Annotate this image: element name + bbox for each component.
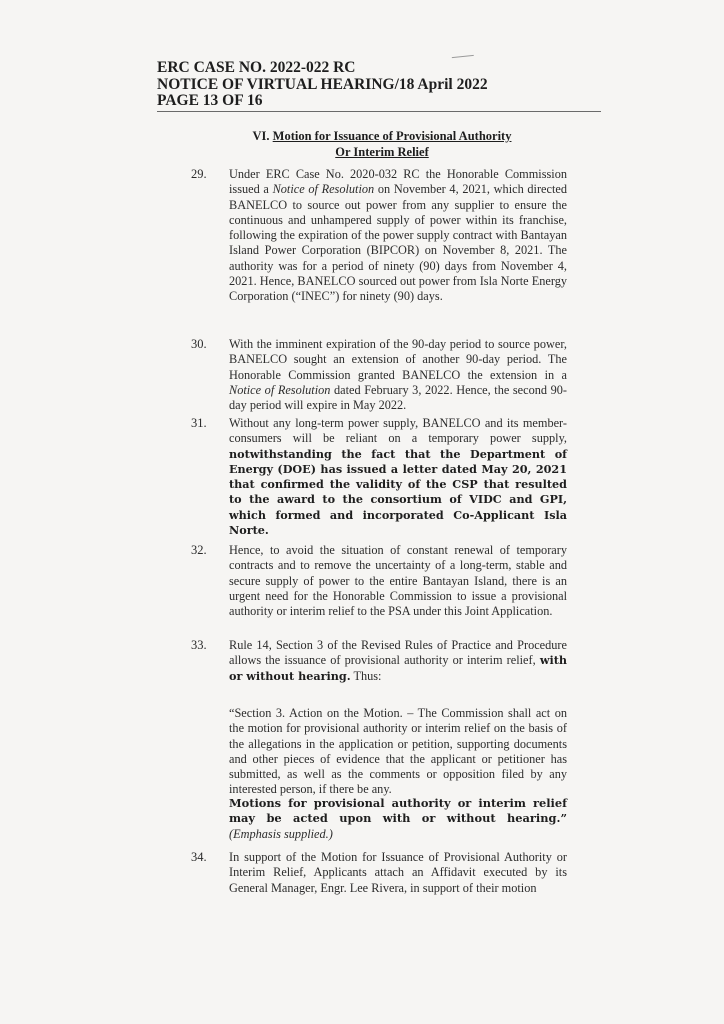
paragraph-text: In support of the Motion for Issuance of Provisional Authority or Interim Relief, Applicants attach an Affidavit executed by its General Manager, Engr. Lee Rivera, in support of their motion [229,850,567,895]
quoted-rule-text: “Section 3. Action on the Motion. – The Commission shall act on the motion for provisional authority or interim relief on the basis of the allegations in the application or petition, supporting documents and other pieces of evidence that the applicant or petitioner has submitted, as well as the comments or opposition filed by any interested person, if there be any. [229,706,567,797]
section-title-line1: Motion for Issuance of Provisional Authority [272,129,512,143]
paragraph-number: 29. [191,167,207,181]
header-divider [157,111,601,112]
case-number: ERC CASE NO. 2022-022 RC [157,59,356,76]
paragraph-number: 31. [191,416,207,430]
section-title [232,128,532,160]
paragraph-text: Under ERC Case No. 2020-032 RC the Honorable Commission issued a Notice of Resolution on November 4, 2021, which directed BANELCO to source out power from any supplier to ensure the continuous and unhampered supply of power within its franchise, following the expiration of the power supply contract with Bantayan Island Power Corporation (BIPCOR) on November 8, 2021. The authority was for a period of ninety (90) days from November 4, 2021. Hence, BANELCO sourced out power from Isla Norte Energy Corporation (“INEC”) for ninety (90) days. [229,167,567,304]
paragraph-number: 32. [191,543,207,557]
section-prefix: VI. [252,129,273,143]
paragraph-text: Rule 14, Section 3 of the Revised Rules of Practice and Procedure allows the issuance of provisional authority or interim relief, with or without hearing. Thus: [229,638,567,683]
page-number: PAGE 13 OF 16 [157,92,263,109]
section-title-line2: Or Interim Relief [335,145,429,159]
paragraph-number: 34. [191,850,207,864]
quoted-emphasis: Motions for provisional authority or interim relief may be acted upon with or without hearing.” (Emphasis supplied.) [229,796,567,841]
paragraph-number: 30. [191,337,207,351]
paragraph-number: 33. [191,638,207,652]
paragraph-text: With the imminent expiration of the 90-day period to source power, BANELCO sought an extension of another 90-day period. The Honorable Commission granted BANELCO the extension in a Notice of Resolution dated February 3, 2022. Hence, the second 90-day period will expire in May 2022. [229,337,567,413]
paragraph-text: Hence, to avoid the situation of constant renewal of temporary contracts and to remove the uncertainty of a long-term, stable and secure supply of power to the entire Bantayan Island, there is an urgent need for the Honorable Commission to issue a provisional authority or interim relief to the PSA under this Joint Application. [229,543,567,619]
paragraph-text: Without any long-term power supply, BANELCO and its member-consumers will be reliant on a temporary power supply, notwithstanding the fact that the Department of Energy (DOE) has issued a letter dated May 20, 2021 that confirmed the validity of the CSP that resulted to the award to the consortium of VIDC and GPI, which formed and incorporated Co-Applicant Isla Norte. [229,416,567,538]
notice-title: NOTICE OF VIRTUAL HEARING/18 April 2022 [157,75,488,93]
document-header [157,60,601,110]
